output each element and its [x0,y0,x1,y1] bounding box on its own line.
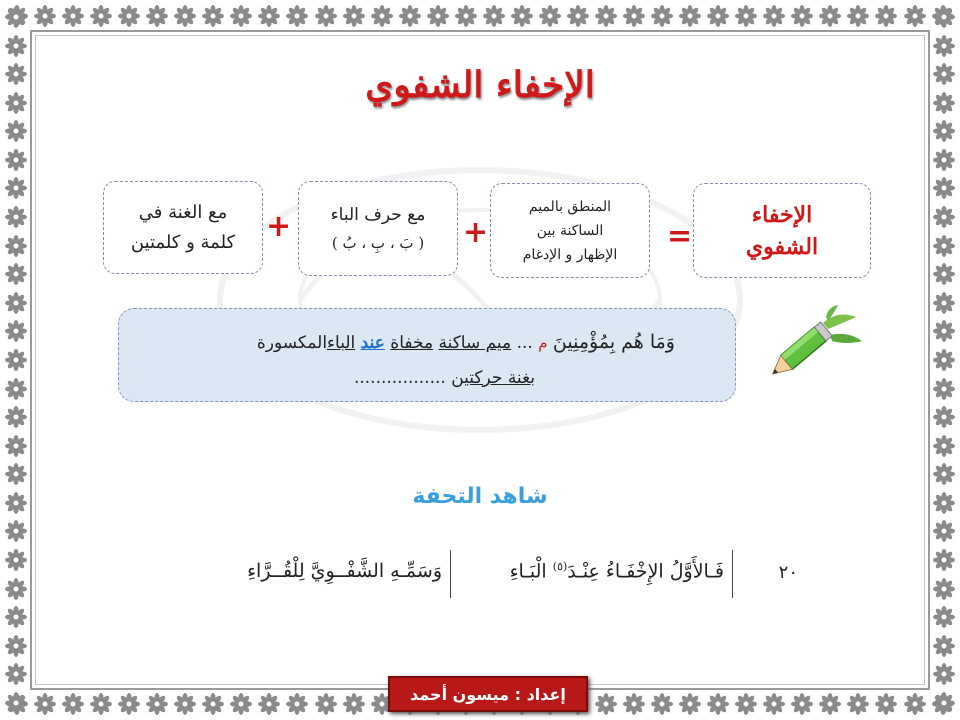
condition-box-2 [298,181,458,276]
border-flower-icon [763,5,785,27]
box1-line2: الساكنة بين [536,222,604,239]
border-flower-icon [933,263,955,285]
box1-line1: المنطق بالميم [528,198,612,215]
note-part4: الباء [327,333,356,353]
border-flower-icon [5,320,27,342]
border-flower-icon [679,5,701,27]
border-flower-icon [5,35,27,57]
border-flower-icon [5,120,27,142]
border-flower-icon [90,693,112,715]
border-flower-icon [5,349,27,371]
border-flower-icon [343,693,365,715]
border-flower-icon [735,693,757,715]
border-flower-icon [933,635,955,657]
border-flower-icon [5,263,27,285]
border-flower-icon [904,693,926,715]
border-flower-icon [933,292,955,314]
border-flower-icon [5,663,27,685]
watermark-ornament-icon [180,150,780,450]
result-line1: الإخفاء [751,201,813,228]
note-dots-2: ................. [353,368,446,388]
equals-sign: = [667,219,693,254]
border-flower-icon [933,206,955,228]
flower-border-left [2,0,30,720]
border-flower-icon [5,692,27,714]
poem-hemistich-2: وَسَمِّـهِ الشَّفْــوِيَّ لِلْقُــرَّاءِ [247,560,442,582]
note-verse-highlight: م [538,334,548,352]
border-flower-icon [399,5,421,27]
condition-box-1 [490,183,650,278]
condition-box-3 [103,181,263,274]
box2-line1: مع حرف الباء [330,204,426,225]
border-flower-icon [933,149,955,171]
poem-hemistich-1-end: الْبَـاءِ [509,560,547,583]
border-flower-icon [202,693,224,715]
border-flower-icon [875,5,897,27]
border-flower-icon [651,5,673,27]
border-flower-icon [933,120,955,142]
poem-hemistich-1 [458,560,724,582]
border-flower-icon [34,5,56,27]
border-flower-icon [62,5,84,27]
note-part2: مخفاة [390,333,434,353]
flower-border-top [0,2,960,30]
border-flower-icon [5,292,27,314]
border-flower-icon [707,693,729,715]
result-box [693,183,871,278]
border-flower-icon [651,693,673,715]
border-flower-icon [763,693,785,715]
border-flower-icon [146,693,168,715]
border-flower-icon [623,693,645,715]
border-flower-icon [90,5,112,27]
border-flower-icon [623,5,645,27]
border-flower-icon [5,578,27,600]
border-flower-icon [5,463,27,485]
border-flower-icon [791,693,813,715]
border-flower-icon [5,635,27,657]
border-flower-icon [933,177,955,199]
border-flower-icon [933,406,955,428]
border-flower-icon [847,693,869,715]
border-flower-icon [933,549,955,571]
border-flower-icon [118,693,140,715]
box1-line3: الإظهار و الإدغام [522,246,618,263]
note-verse: وَمَا هُم بِمُؤْمِنِينَ [552,331,675,353]
border-flower-icon [62,693,84,715]
border-flower-icon [679,693,701,715]
poem-line [180,548,800,600]
border-flower-icon [567,5,589,27]
border-flower-icon [5,406,27,428]
border-flower-icon [933,6,955,28]
border-flower-icon [595,5,617,27]
poem-divider-right [732,550,733,598]
border-flower-icon [5,235,27,257]
border-flower-icon [933,520,955,542]
border-flower-icon [230,693,252,715]
border-flower-icon [933,663,955,685]
border-flower-icon [343,5,365,27]
border-flower-icon [5,606,27,628]
plus-sign-1: + [463,215,489,250]
border-flower-icon [819,5,841,27]
border-flower-icon [933,320,955,342]
poem-divider-middle [450,550,451,598]
border-flower-icon [819,693,841,715]
page-title: الإخفاء الشفوي [365,64,595,106]
border-flower-icon [933,235,955,257]
border-flower-icon [5,6,27,28]
border-flower-icon [230,5,252,27]
border-flower-icon [933,378,955,400]
border-flower-icon [933,692,955,714]
border-flower-icon [847,5,869,27]
note-part1: ميم ساكنة [438,333,512,353]
border-flower-icon [258,693,280,715]
border-flower-icon [371,5,393,27]
border-flower-icon [933,35,955,57]
author-footer: إعداد : ميسون أحمد [388,676,588,712]
border-flower-icon [5,378,27,400]
note-dots-1: ... [516,333,533,353]
border-flower-icon [315,693,337,715]
note-text [135,327,675,358]
border-flower-icon [286,693,308,715]
pencil-leaf-icon [768,305,868,400]
flower-border-right [930,0,958,720]
border-flower-icon [511,5,533,27]
border-flower-icon [427,5,449,27]
border-flower-icon [5,549,27,571]
border-flower-icon [315,5,337,27]
border-flower-icon [5,206,27,228]
border-flower-icon [286,5,308,27]
border-flower-icon [5,177,27,199]
note-part6: بغنة حركتين [451,368,535,388]
border-flower-icon [483,5,505,27]
border-flower-icon [455,5,477,27]
border-flower-icon [34,693,56,715]
border-flower-icon [791,5,813,27]
poem-number: ٢٠ [778,562,798,583]
border-flower-icon [5,520,27,542]
border-flower-icon [904,5,926,27]
border-flower-icon [735,5,757,27]
box2-line2: ( بَ ، بِ ، بُ ) [331,233,425,252]
border-flower-icon [5,435,27,457]
border-flower-icon [933,463,955,485]
border-flower-icon [933,349,955,371]
section-title: شاهد التحفة [412,484,548,509]
border-flower-icon [933,578,955,600]
border-flower-icon [933,606,955,628]
poem-hemistich-1-text: فَـالأَوَّلُ الإِخْفَـاءُ عِنْـدَ [567,560,724,583]
box3-line2: كلمة و كلمتين [130,231,236,253]
poem-footnote: (٥) [552,560,568,573]
border-flower-icon [202,5,224,27]
box3-line1: مع الغنة في [138,201,228,223]
example-note [118,308,736,402]
plus-sign-2: + [266,209,292,244]
border-flower-icon [174,5,196,27]
border-flower-icon [258,5,280,27]
border-flower-icon [539,5,561,27]
border-flower-icon [5,149,27,171]
note-part3: عند [360,333,385,353]
border-flower-icon [174,693,196,715]
border-flower-icon [118,5,140,27]
border-flower-icon [933,435,955,457]
border-flower-icon [595,693,617,715]
border-flower-icon [707,5,729,27]
border-flower-icon [146,5,168,27]
note-line2 [195,365,535,391]
border-flower-icon [875,693,897,715]
result-line2: الشفوي [745,233,819,260]
note-part5: المكسورة [256,333,328,353]
